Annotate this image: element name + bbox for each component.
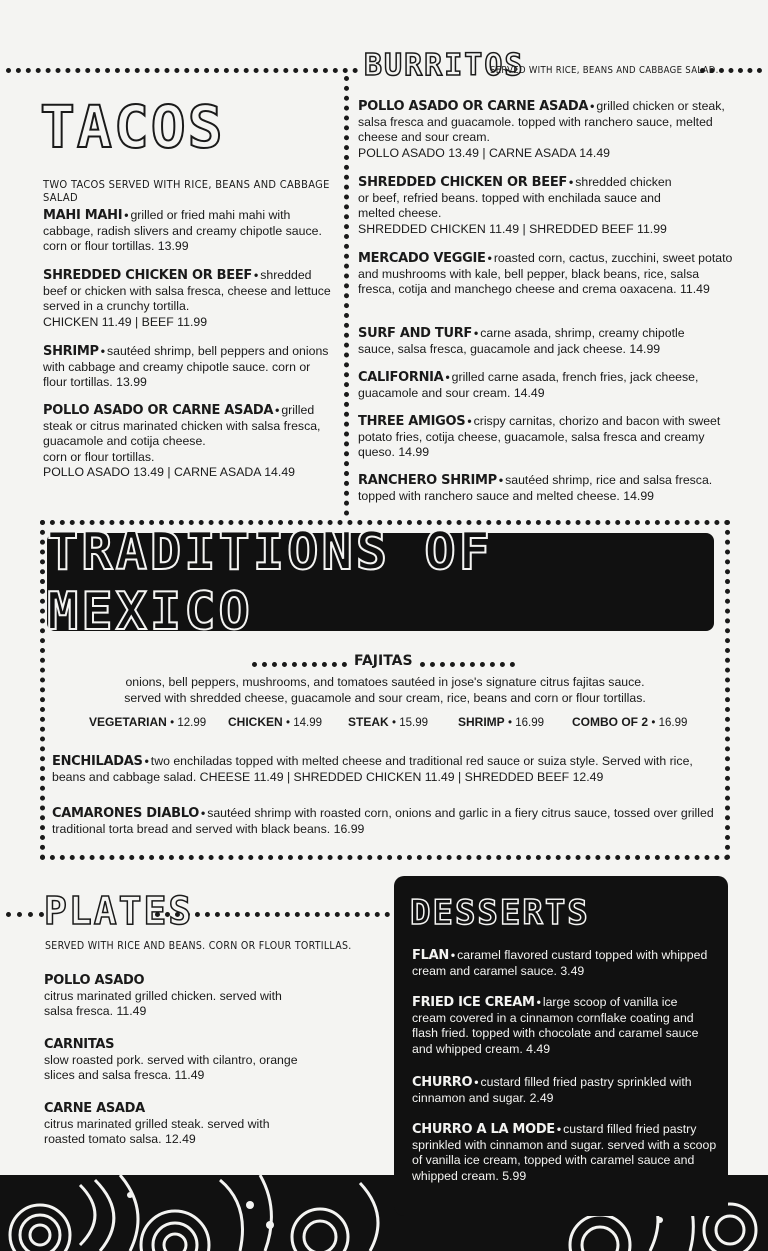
burrito-item: RANCHERO SHRIMP • sautéed shrimp, rice and salsa fresca. topped with ranchero sauce and melted cheese. 14.99 <box>358 473 713 503</box>
top-divider <box>6 68 358 73</box>
item-desc: grilled steak or citrus marinated chicken with salsa fresca, guacamole and cotija cheese. <box>43 403 321 448</box>
fajitas-title: FAJITAS <box>354 653 413 669</box>
enchiladas-item: ENCHILADAS • two enchiladas topped with melted cheese and traditional red sauce or suiza style. Served with rice, beans and cabbage salad. CHEESE 11.49 | SHREDDED CHICKEN 11.49 | SHREDDED BEEF 12.49 <box>52 754 693 784</box>
traditions-border-bottom <box>40 855 730 860</box>
item-desc: sautéed shrimp with roasted corn, onions and garlic in a fiery citrus sauce, tossed over grilled traditional torta bread and served with black beans. 16.99 <box>52 806 714 836</box>
traditions-border-right <box>725 520 730 860</box>
desserts-title: DESSERTS <box>410 893 590 933</box>
item-name: FLAN <box>412 948 449 963</box>
item-desc: sautéed shrimp, bell peppers and onions with cabbage and creamy chipotle sauce. corn or flour tortillas. 13.99 <box>43 344 329 389</box>
burrito-item: SURF AND TURF • carne asada, shrimp, creamy chipotle sauce, salsa fresca, guacamole and jack cheese. 14.99 <box>358 326 685 356</box>
plates-rule <box>6 912 44 917</box>
item-name: ENCHILADAS <box>52 754 143 769</box>
item-name: RANCHERO SHRIMP <box>358 473 497 488</box>
taco-item: SHREDDED CHICKEN OR BEEF • shredded beef or chicken with salsa fresca, cheese and lettuce served in a crunchy tortilla. CHICKEN 11.49 | BEEF 11.99 <box>43 268 331 329</box>
fajitas-rule-right <box>420 662 515 667</box>
tacos-title: TACOS <box>40 93 225 161</box>
fajita-option: CHICKEN • 14.99 <box>228 715 323 729</box>
item-name: MAHI MAHI <box>43 208 123 223</box>
item-name: THREE AMIGOS <box>358 414 466 429</box>
item-desc: caramel flavored custard topped with whipped cream and caramel sauce. 3.49 <box>412 948 708 978</box>
item-name: CHURRO <box>412 1075 473 1090</box>
desserts-panel <box>394 876 728 1216</box>
item-desc: citrus marinated grilled steak. served with roasted tomato salsa. 12.49 <box>44 1116 270 1146</box>
plate-item <box>44 1101 304 1148</box>
center-divider <box>344 76 349 516</box>
traditions-banner <box>47 522 714 642</box>
item-name: SHREDDED CHICKEN OR BEEF <box>43 268 253 283</box>
item-desc-2: corn or flour tortillas. <box>43 449 155 464</box>
item-desc: shredded beef or chicken with salsa fresca, cheese and lettuce served in a crunchy tortilla. <box>43 268 331 313</box>
item-price: SHREDDED CHICKEN 11.49 | SHREDDED BEEF 11.99 <box>358 221 667 236</box>
fajitas-rule-left <box>252 662 347 667</box>
item-price: POLLO ASADO 13.49 | CARNE ASADA 14.49 <box>43 465 295 479</box>
item-desc: grilled chicken or steak, salsa fresca and guacamole. topped with ranchero sauce, melted cheese and sour cream. <box>358 99 725 144</box>
dessert-item: FLAN • caramel flavored custard topped with whipped cream and caramel sauce. 3.49 <box>412 948 708 978</box>
fajitas-desc <box>60 674 710 706</box>
item-desc: custard filled fried pastry sprinkled with cinnamon and sugar. served with a scoop of vanilla ice cream, topped with caramel sauce and whipped cream. 5.99 <box>412 1122 717 1183</box>
item-name: MERCADO VEGGIE <box>358 251 486 266</box>
fajitas-desc-line2: served with shredded cheese, guacamole and sour cream, rice, beans and corn or flour tortillas. <box>124 691 646 705</box>
burrito-item: SHREDDED CHICKEN OR BEEF • shredded chicken or beef, refried beans. topped with enchilada sauce and melted cheese. SHREDDED CHICKEN 11.49 | SHREDDED BEEF 11.99 <box>358 175 672 236</box>
item-desc: grilled or fried mahi mahi with cabbage, radish slivers and creamy chipotle sauce. corn or flour tortillas. 13.99 <box>43 208 322 253</box>
item-name: CAMARONES DIABLO <box>52 806 199 821</box>
plates-subtitle: SERVED WITH RICE AND BEANS. CORN OR FLOUR TORTILLAS. <box>45 940 352 952</box>
fajita-option: VEGETARIAN • 12.99 <box>89 715 207 729</box>
item-desc: roasted corn, cactus, zucchini, sweet potato and mushrooms with kale, bell pepper, black beans, rice, salsa fresca, cotija and manchego cheese and crema oaxacena. 11.49 <box>358 251 733 296</box>
item-price: POLLO ASADO 13.49 | CARNE ASADA 14.49 <box>358 145 610 160</box>
item-name: CARNE ASADA <box>44 1101 145 1116</box>
item-name: SURF AND TURF <box>358 326 473 341</box>
taco-item: POLLO ASADO OR CARNE ASADA • grilled steak or citrus marinated chicken with salsa fresca, guacamole and cotija cheese. corn or flour tortillas. POLLO ASADO 13.49 | CARNE ASADA 14.49 <box>43 403 321 479</box>
item-desc: crispy carnitas, chorizo and bacon with sweet potato fries, cotija cheese, guacamole, salsa fresca and creamy queso. 14.99 <box>358 414 721 459</box>
tacos-subtitle: TWO TACOS SERVED WITH RICE, BEANS AND CABBAGE SALAD <box>43 178 330 204</box>
item-desc: grilled carne asada, french fries, jack cheese, guacamole and sour cream. 14.49 <box>358 370 699 400</box>
item-desc: citrus marinated grilled chicken. served with salsa fresca. 11.49 <box>44 988 282 1018</box>
burrito-item: CALIFORNIA • grilled carne asada, french fries, jack cheese, guacamole and sour cream. 14.49 <box>358 370 699 400</box>
fajitas-desc-line1: onions, bell peppers, mushrooms, and tomatoes sautéed in jose's signature citrus fajitas sauce. <box>125 675 645 689</box>
fajita-option: COMBO OF 2 • 16.99 <box>572 715 688 729</box>
plate-item <box>44 1037 304 1084</box>
item-desc: custard filled fried pastry sprinkled with cinnamon and sugar. 2.49 <box>412 1075 692 1105</box>
burritos-subtitle: SERVED WITH RICE, BEANS AND CABBAGE SALAD. <box>490 65 719 76</box>
dessert-item: CHURRO • custard filled fried pastry sprinkled with cinnamon and sugar. 2.49 <box>412 1075 692 1105</box>
item-desc: two enchiladas topped with melted cheese and traditional red sauce or suiza style. Served with rice, beans and cabbage salad. CHEESE 11.49 | SHREDDED CHICKEN 11.49 | SHREDDED BEEF 12.49 <box>52 754 693 784</box>
item-name: POLLO ASADO OR CARNE ASADA <box>43 403 274 418</box>
item-name: CHURRO A LA MODE <box>412 1122 555 1137</box>
item-name: SHRIMP <box>43 344 99 359</box>
item-desc: large scoop of vanilla ice cream covered in a cinnamon cornflake coating and flash fried. topped with chocolate and caramel sauce and whipped cream. 4.49 <box>412 995 699 1056</box>
item-desc: carne asada, shrimp, creamy chipotle sauce, salsa fresca, guacamole and jack cheese. 14.99 <box>358 326 685 356</box>
fajita-option: STEAK • 15.99 <box>348 715 429 729</box>
item-name: FRIED ICE CREAM <box>412 995 535 1010</box>
plate-item <box>44 973 304 1020</box>
dessert-item: CHURRO A LA MODE • custard filled fried pastry sprinkled with cinnamon and sugar. served with a scoop of vanilla ice cream, topped with caramel sauce and whipped cream. 5.99 <box>412 1122 717 1183</box>
item-desc: sautéed shrimp, rice and salsa fresca. topped with ranchero sauce and melted cheese. 14.99 <box>358 473 713 503</box>
item-name: POLLO ASADO <box>44 973 145 988</box>
plates-title: PLATES <box>44 889 194 933</box>
camarones-item: CAMARONES DIABLO • sautéed shrimp with roasted corn, onions and garlic in a fiery citrus sauce, tossed over grilled traditional torta bread and served with black beans. 16.99 <box>52 806 714 836</box>
fajita-option: SHRIMP • 16.99 <box>458 715 545 729</box>
dessert-item: FRIED ICE CREAM • large scoop of vanilla ice cream covered in a cinnamon cornflake coating and flash fried. topped with chocolate and caramel sauce and whipped cream. 4.49 <box>412 995 699 1056</box>
burrito-item: POLLO ASADO OR CARNE ASADA • grilled chicken or steak, salsa fresca and guacamole. topped with ranchero sauce, melted cheese and sour cream. POLLO ASADO 13.49 | CARNE ASADA 14.49 <box>358 99 725 160</box>
traditions-border-left <box>40 520 45 860</box>
traditions-title: TRADITIONS OF MEXICO <box>47 522 493 642</box>
burritos-title: BURRITOS <box>364 48 525 83</box>
item-name: CALIFORNIA <box>358 370 444 385</box>
taco-item: MAHI MAHI • grilled or fried mahi mahi with cabbage, radish slivers and creamy chipotle sauce. corn or flour tortillas. 13.99 <box>43 208 322 253</box>
item-price: CHICKEN 11.49 | BEEF 11.99 <box>43 314 208 329</box>
burrito-item: MERCADO VEGGIE • roasted corn, cactus, zucchini, sweet potato and mushrooms with kale, bell pepper, black beans, rice, salsa fresca, cotija and manchego cheese and crema oaxacena. 11.49 <box>358 251 733 296</box>
item-name: SHREDDED CHICKEN OR BEEF <box>358 175 568 190</box>
taco-item: SHRIMP • sautéed shrimp, bell peppers and onions with cabbage and creamy chipotle sauce. corn or flour tortillas. 13.99 <box>43 344 329 389</box>
item-desc: slow roasted pork. served with cilantro, orange slices and salsa fresca. 11.49 <box>44 1052 298 1082</box>
item-desc: shredded chicken or beef, refried beans. topped with enchilada sauce and melted cheese. <box>358 175 672 220</box>
burrito-item: THREE AMIGOS • crispy carnitas, chorizo and bacon with sweet potato fries, cotija cheese, guacamole, salsa fresca and creamy queso. 14.99 <box>358 414 721 459</box>
item-name: POLLO ASADO OR CARNE ASADA <box>358 99 589 114</box>
item-name: CARNITAS <box>44 1037 115 1052</box>
